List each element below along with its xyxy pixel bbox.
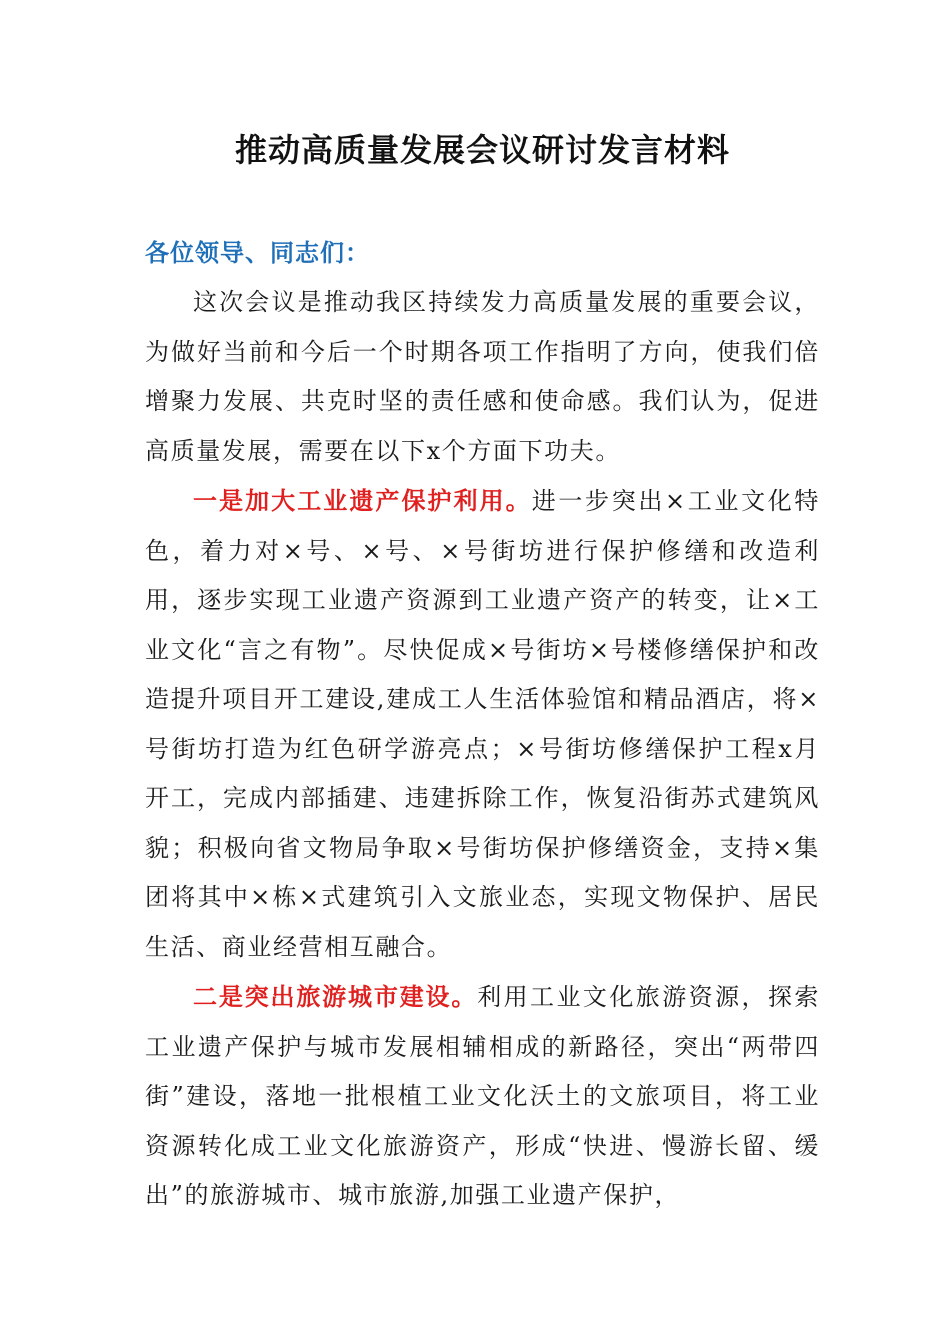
paragraph-lead-heading: 一是加大工业遗产保护利用。	[193, 486, 532, 515]
paragraph-body-text: 进一步突出×工业文化特色，着力对×号、×号、×号街坊进行保护修缮和改造利用，逐步实现工业遗产资源到工业遗产资产的转变，让×工业文化“言之有物”。尽快促成×号街坊×号楼修缮保护和改造提升项目开工建设,建成工人生活体验馆和精品酒店，将×号街坊打造为红色研学游亮点；×号街坊修缮保护工程x月开工，完成内部插建、违建拆除工作，恢复沿街苏式建筑风貌；积极向省文物局争取×号街坊保护修缮资金，支持×集团将其中×栋×式建筑引入文旅业态，实现文物保护、居民生活、商业经营相互融合。	[145, 487, 821, 961]
paragraph-lead-heading: 二是突出旅游城市建设。	[193, 982, 478, 1011]
paragraph-intro-text: 这次会议是推动我区持续发力高质量发展的重要会议，为做好当前和今后一个时期各项工作指明了方向，使我们倍增聚力发展、共克时坚的责任感和使命感。我们认为，促进高质量发展，需要在以下x个方面下功夫。	[145, 288, 820, 465]
paragraph-industrial-heritage	[145, 476, 820, 972]
salutation: 各位领导、同志们：	[145, 238, 370, 267]
paragraph-body-text: 利用工业文化旅游资源，探索工业遗产保护与城市发展相辅相成的新路径，突出“两带四街”建设，落地一批根植工业文化沃土的文旅项目，将工业资源转化成工业文化旅游资产，形成“快进、慢游长留、缓出”的旅游城市、城市旅游,加强工业遗产保护，	[145, 983, 820, 1209]
page-title: 推动高质量发展会议研讨发言材料	[234, 131, 730, 169]
paragraph-intro	[145, 278, 820, 476]
paragraph-tourism-city	[145, 972, 820, 1221]
